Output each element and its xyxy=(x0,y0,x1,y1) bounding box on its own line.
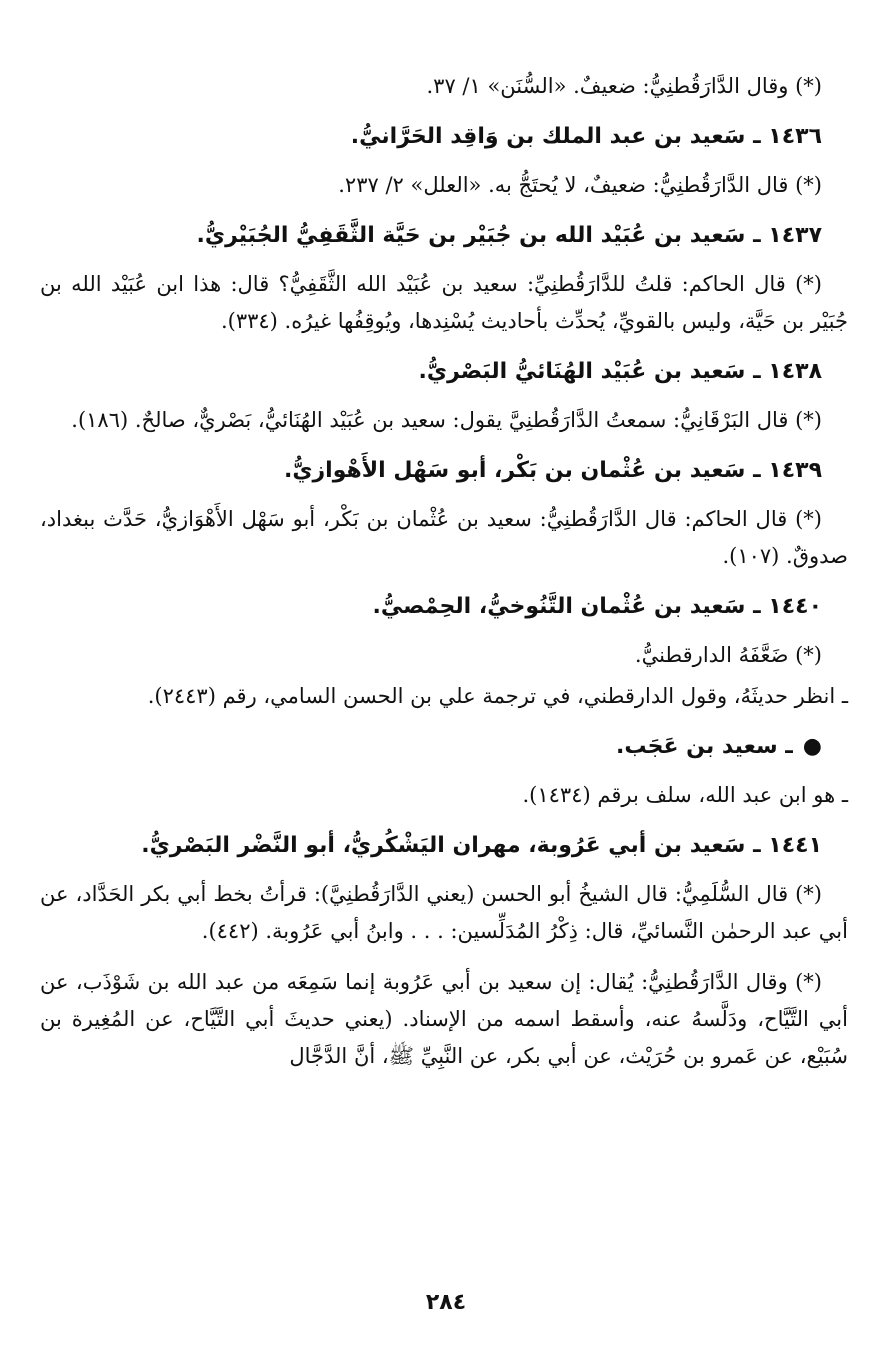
bullet-heading-text: ـ سعيد بن عَجَب. xyxy=(615,734,793,759)
paragraph: (*) ضَعَّفَهُ الدارقطنيُّ. xyxy=(634,643,822,667)
entry-heading: ١٤٤١ ـ سَعيد بن أبي عَرُوبة، مهران اليَشْكُريُّ، أبو النَّضْر البَصْريُّ. xyxy=(141,833,822,858)
paragraph: (*) قال السُّلَمِيُّ: قال الشيخُ أبو الحسن (يعني الدَّارَقُطنِيَّ): قرأتُ بخط أبي بكر الحَدَّاد، عن أبي عبد الرحمٰن النَّسائيِّ، قال: ذِكْرُ المُدَلِّسين: . . . وابنُ أبي عَرُوبة. (٤٤٢). xyxy=(40,882,848,943)
entry-heading: ١٤٣٩ ـ سَعيد بن عُثْمان بن بَكْر، أبو سَهْل الأَهْوازيُّ. xyxy=(283,458,822,483)
paragraph: (*) وقال الدَّارَقُطنِيُّ: ضعيفٌ. «السُّنَن» ١/ ٣٧. xyxy=(426,74,822,98)
page-body xyxy=(40,68,848,1089)
paragraph: (*) وقال الدَّارَقُطنِيُّ: يُقال: إن سعيد بن أبي عَرُوبة إنما سَمِعَه من عبد الله بن شَوْذَب، عن أبي التَّيَّاح، ودَلَّسهُ عنه، وأسقط اسمه من الإسناد. (يعني حديثَ أبي التَّيَّاح، عن المُغِيرة بن سُبَيْع، عن عَمرو بن حُرَيْث، عن أبي بكر، عن النَّبِيِّ ﷺ، أنَّ الدَّجَّال xyxy=(40,970,848,1068)
entry-heading: ١٤٣٨ ـ سَعيد بن عُبَيْد الهُنَائيُّ البَصْريُّ. xyxy=(418,359,822,384)
bullet-icon: ● xyxy=(802,734,822,759)
entry-heading: ١٤٣٦ ـ سَعيد بن عبد الملك بن وَاقِد الحَرَّانيُّ. xyxy=(350,124,822,149)
entry-heading: ١٤٤٠ ـ سَعيد بن عُثْمان التَّنُوخيُّ، الحِمْصيُّ. xyxy=(372,594,822,619)
cross-reference-note: ـ هو ابن عبد الله، سلف برقم (١٤٣٤). xyxy=(522,783,848,807)
paragraph: (*) قال البَرْقَانِيُّ: سمعتُ الدَّارَقُطنِيَّ يقول: سعيد بن عُبَيْد الهُنَائيُّ، بَصْريٌّ، صالحٌ. (١٨٦). xyxy=(71,408,822,432)
bullet-heading xyxy=(40,729,848,765)
paragraph: (*) قال الدَّارَقُطنِيُّ: ضعيفٌ، لا يُحتَجُّ به. «العلل» ٢/ ٢٣٧. xyxy=(338,173,822,197)
paragraph: (*) قال الحاكم: قال الدَّارَقُطنِيُّ: سعيد بن عُثْمان بن بَكْر، أبو سَهْل الأَهْوَازيُّ، حَدَّث ببغداد، صدوقٌ. (١٠٧). xyxy=(40,507,848,568)
paragraph: (*) قال الحاكم: قلتُ للدَّارَقُطنِيِّ: سعيد بن عُبَيْد الله الثَّقَفِيُّ؟ قال: هذا ابن عُبَيْد الله بن جُبَيْر بن حَيَّة، وليس بالقويِّ، يُحدِّث بأحاديث يُسْنِدها، ويُوقِفُها غيرُه. (٣٣٤). xyxy=(40,272,848,333)
page-number: ٢٨٤ xyxy=(425,1290,467,1315)
cross-reference-note: ـ انظر حديثَهُ، وقول الدارقطني، في ترجمة علي بن الحسن السامي، رقم (٢٤٤٣). xyxy=(147,684,848,708)
entry-heading: ١٤٣٧ ـ سَعيد بن عُبَيْد الله بن جُبَيْر بن حَيَّة الثَّقَفِيُّ الجُبَيْريُّ. xyxy=(196,223,822,248)
